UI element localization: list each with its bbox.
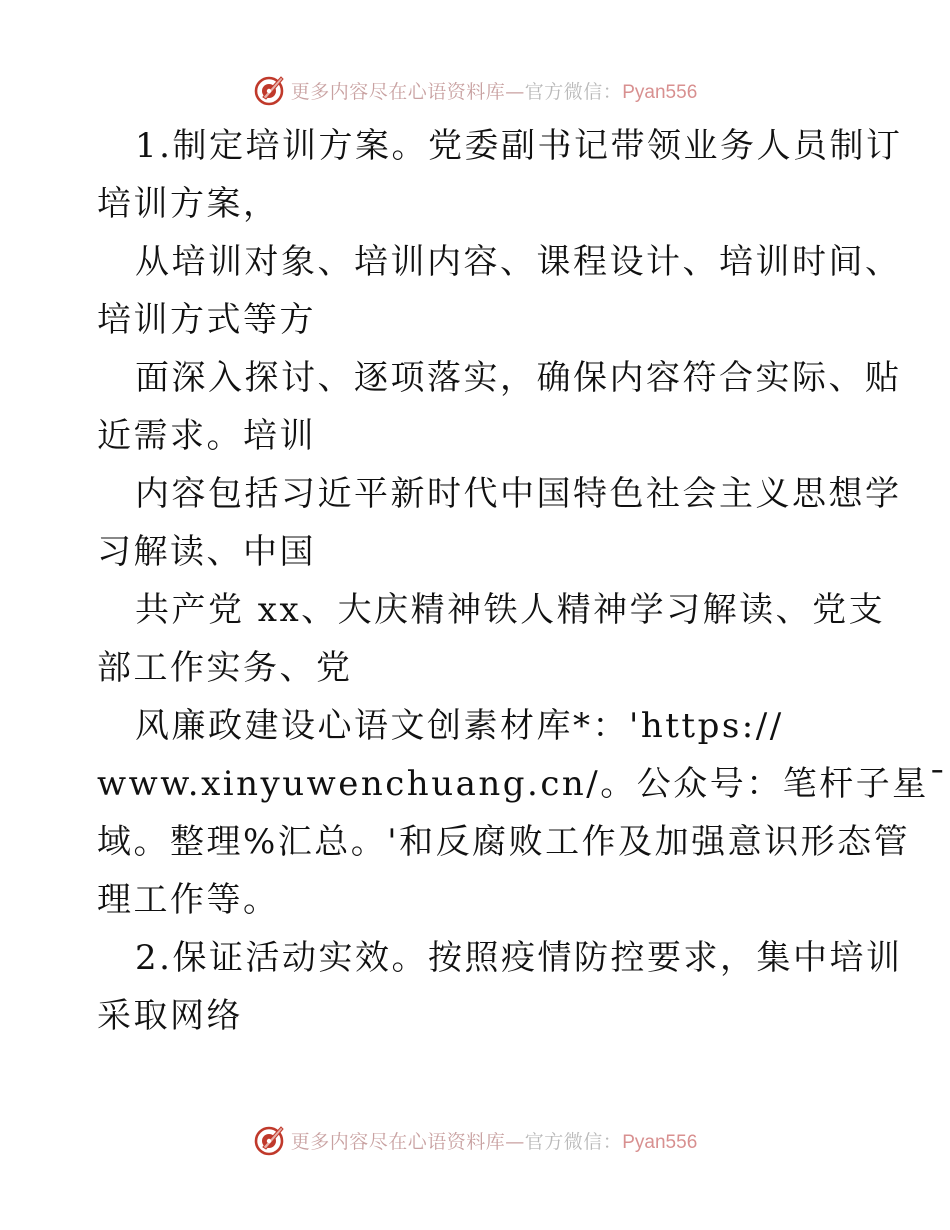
header-site-text: 更多内容尽在心语资料库	[290, 80, 506, 103]
body-line: 理工作等。	[97, 880, 280, 920]
header-wechat-id: Pyan556	[622, 81, 698, 103]
body-line: 风廉政建设心语文创素材库*：'https://	[135, 706, 784, 746]
footer-site-text: 更多内容尽在心语资料库	[290, 1130, 506, 1153]
body-line: 面深入探讨、逐项落实，确保内容符合实际、贴	[135, 358, 902, 398]
header-watermark-text	[291, 77, 698, 104]
footer-wechat-id: Pyan556	[622, 1131, 698, 1153]
body-line: 域。整理%汇总。'和反腐败工作及加强意识形态管	[97, 822, 911, 862]
quill-pen-logo-icon	[253, 73, 287, 107]
body-line: 共产党 xx、大庆精神铁人精神学习解读、党支	[135, 590, 886, 630]
footer-wechat-label: 官方微信：	[524, 1130, 623, 1153]
body-line: 部工作实务、党	[97, 648, 353, 688]
footer-watermark-text	[291, 1127, 698, 1154]
quill-pen-logo-icon	[253, 1123, 287, 1157]
header-wechat-label: 官方微信：	[524, 80, 623, 103]
body-line: www.xinyuwenchuang.cn/。公众号：笔杆子星¯	[97, 764, 949, 804]
document-body	[97, 117, 949, 1045]
body-line: 培训方案，	[97, 184, 280, 224]
footer-separator: —	[505, 1130, 525, 1153]
body-line: 培训方式等方	[97, 300, 316, 340]
body-line: 内容包括习近平新时代中国特色社会主义思想学	[135, 474, 902, 514]
body-line: 1.制定培训方案。党委副书记带领业务人员制订	[135, 126, 903, 166]
body-line: 近需求。培训	[97, 416, 316, 456]
body-line: 采取网络	[97, 996, 243, 1036]
body-line: 2.保证活动实效。按照疫情防控要求，集中培训	[135, 938, 903, 978]
header-separator: —	[505, 80, 525, 103]
footer-watermark-banner	[0, 1120, 950, 1160]
body-line: 从培训对象、培训内容、课程设计、培训时间、	[135, 242, 902, 282]
header-watermark-banner	[0, 70, 950, 110]
body-line: 习解读、中国	[97, 532, 316, 572]
